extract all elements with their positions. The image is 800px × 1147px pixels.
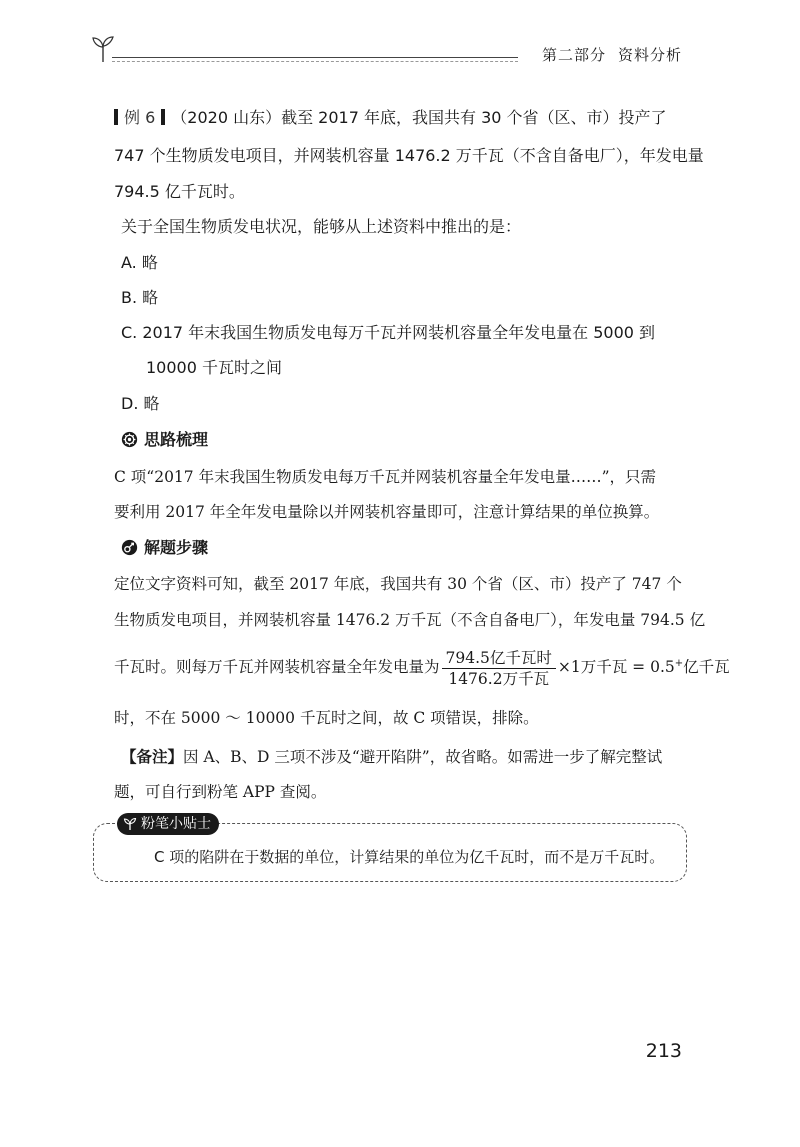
tag-bar-left: [114, 109, 118, 125]
calculation-fraction: [442, 648, 556, 689]
tag-bar-right: [161, 109, 165, 125]
analysis-title: 思路梳理: [144, 430, 209, 449]
fraction-numerator: 794.5亿千瓦时: [442, 648, 556, 669]
header-part: 第二部分: [541, 46, 606, 64]
option-c-line-1: C. 2017 年末我国生物质发电每万千瓦并网装机容量全年发电量在 5000 到: [121, 323, 656, 342]
solution-title: 解题步骤: [144, 538, 209, 557]
option-b: B. 略: [121, 288, 159, 307]
solution-line-3-sup: +: [674, 658, 684, 669]
analysis-heading: [121, 428, 208, 452]
page-number: 213: [645, 1040, 682, 1062]
example-label: 例 6: [124, 108, 156, 127]
solution-line-3: [114, 640, 730, 691]
analysis-line-2: 要利用 2017 年全年发电量除以并网装机容量即可，注意计算结果的单位换算。: [114, 503, 660, 521]
solution-line-4: 时，不在 5000 ～ 10000 千瓦时之间，故 C 项错误，排除。: [114, 709, 539, 727]
analysis-line-1: C 项“2017 年末我国生物质发电每万千瓦并网装机容量全年发电量……”，只需: [114, 468, 657, 486]
header-name: 资料分析: [617, 46, 682, 64]
note-line-2: 题，可自行到粉笔 APP 查阅。: [114, 783, 327, 801]
header-rule-dashed: [112, 61, 518, 62]
solution-line-1: 定位文字资料可知，截至 2017 年底，我国共有 30 个省（区、市）投产了 747 个: [114, 575, 682, 593]
example-line-3: 794.5 亿千瓦时。: [114, 182, 245, 201]
question-stem: 关于全国生物质发电状况，能够从上述资料中推出的是：: [121, 217, 522, 236]
note-line-1: [121, 739, 703, 775]
option-a: A. 略: [121, 253, 158, 272]
solution-heading: [121, 536, 208, 560]
example-text-1: 截至 2017 年底，我国共有 30 个省（区、市）投产了: [281, 108, 667, 127]
tip-text: C 项的陷阱在于数据的单位，计算结果的单位为亿千瓦时，而不是万千瓦时。: [154, 848, 665, 866]
gear-icon: [121, 431, 138, 448]
option-d: D. 略: [121, 394, 160, 413]
sprout-icon-small: [123, 817, 137, 831]
solution-line-2: 生物质发电项目，并网装机容量 1476.2 万千瓦（不含自备电厂），年发电量 794.5 亿: [114, 611, 706, 629]
header-rule: [112, 57, 518, 58]
example-source: （2020 山东）: [171, 108, 282, 127]
example-line-1: [114, 100, 696, 136]
option-c-line-2: 10000 千瓦时之间: [146, 358, 282, 377]
note-text-1: 因 A、B、D 三项不涉及“避开陷阱”，故省略。如需进一步了解完整试: [183, 748, 663, 766]
tip-title-badge: [117, 813, 219, 835]
header-section-title: [542, 44, 682, 65]
solution-icon: [121, 539, 138, 556]
solution-line-3-result: ×1万千瓦 = 0.5: [557, 658, 675, 677]
page-header: [0, 30, 800, 70]
solution-line-3-unit: 亿千瓦: [683, 658, 730, 677]
sprout-icon: [90, 34, 116, 64]
solution-line-3-prefix: 千瓦时。则每万千瓦并网装机容量全年发电量为: [114, 658, 440, 677]
tip-title: 粉笔小贴士: [141, 816, 211, 832]
example-line-2: 747 个生物质发电项目，并网装机容量 1476.2 万千瓦（不含自备电厂），年发电量: [114, 146, 704, 165]
note-label: 【备注】: [121, 747, 184, 766]
fraction-denominator: 1476.2万千瓦: [448, 669, 550, 688]
